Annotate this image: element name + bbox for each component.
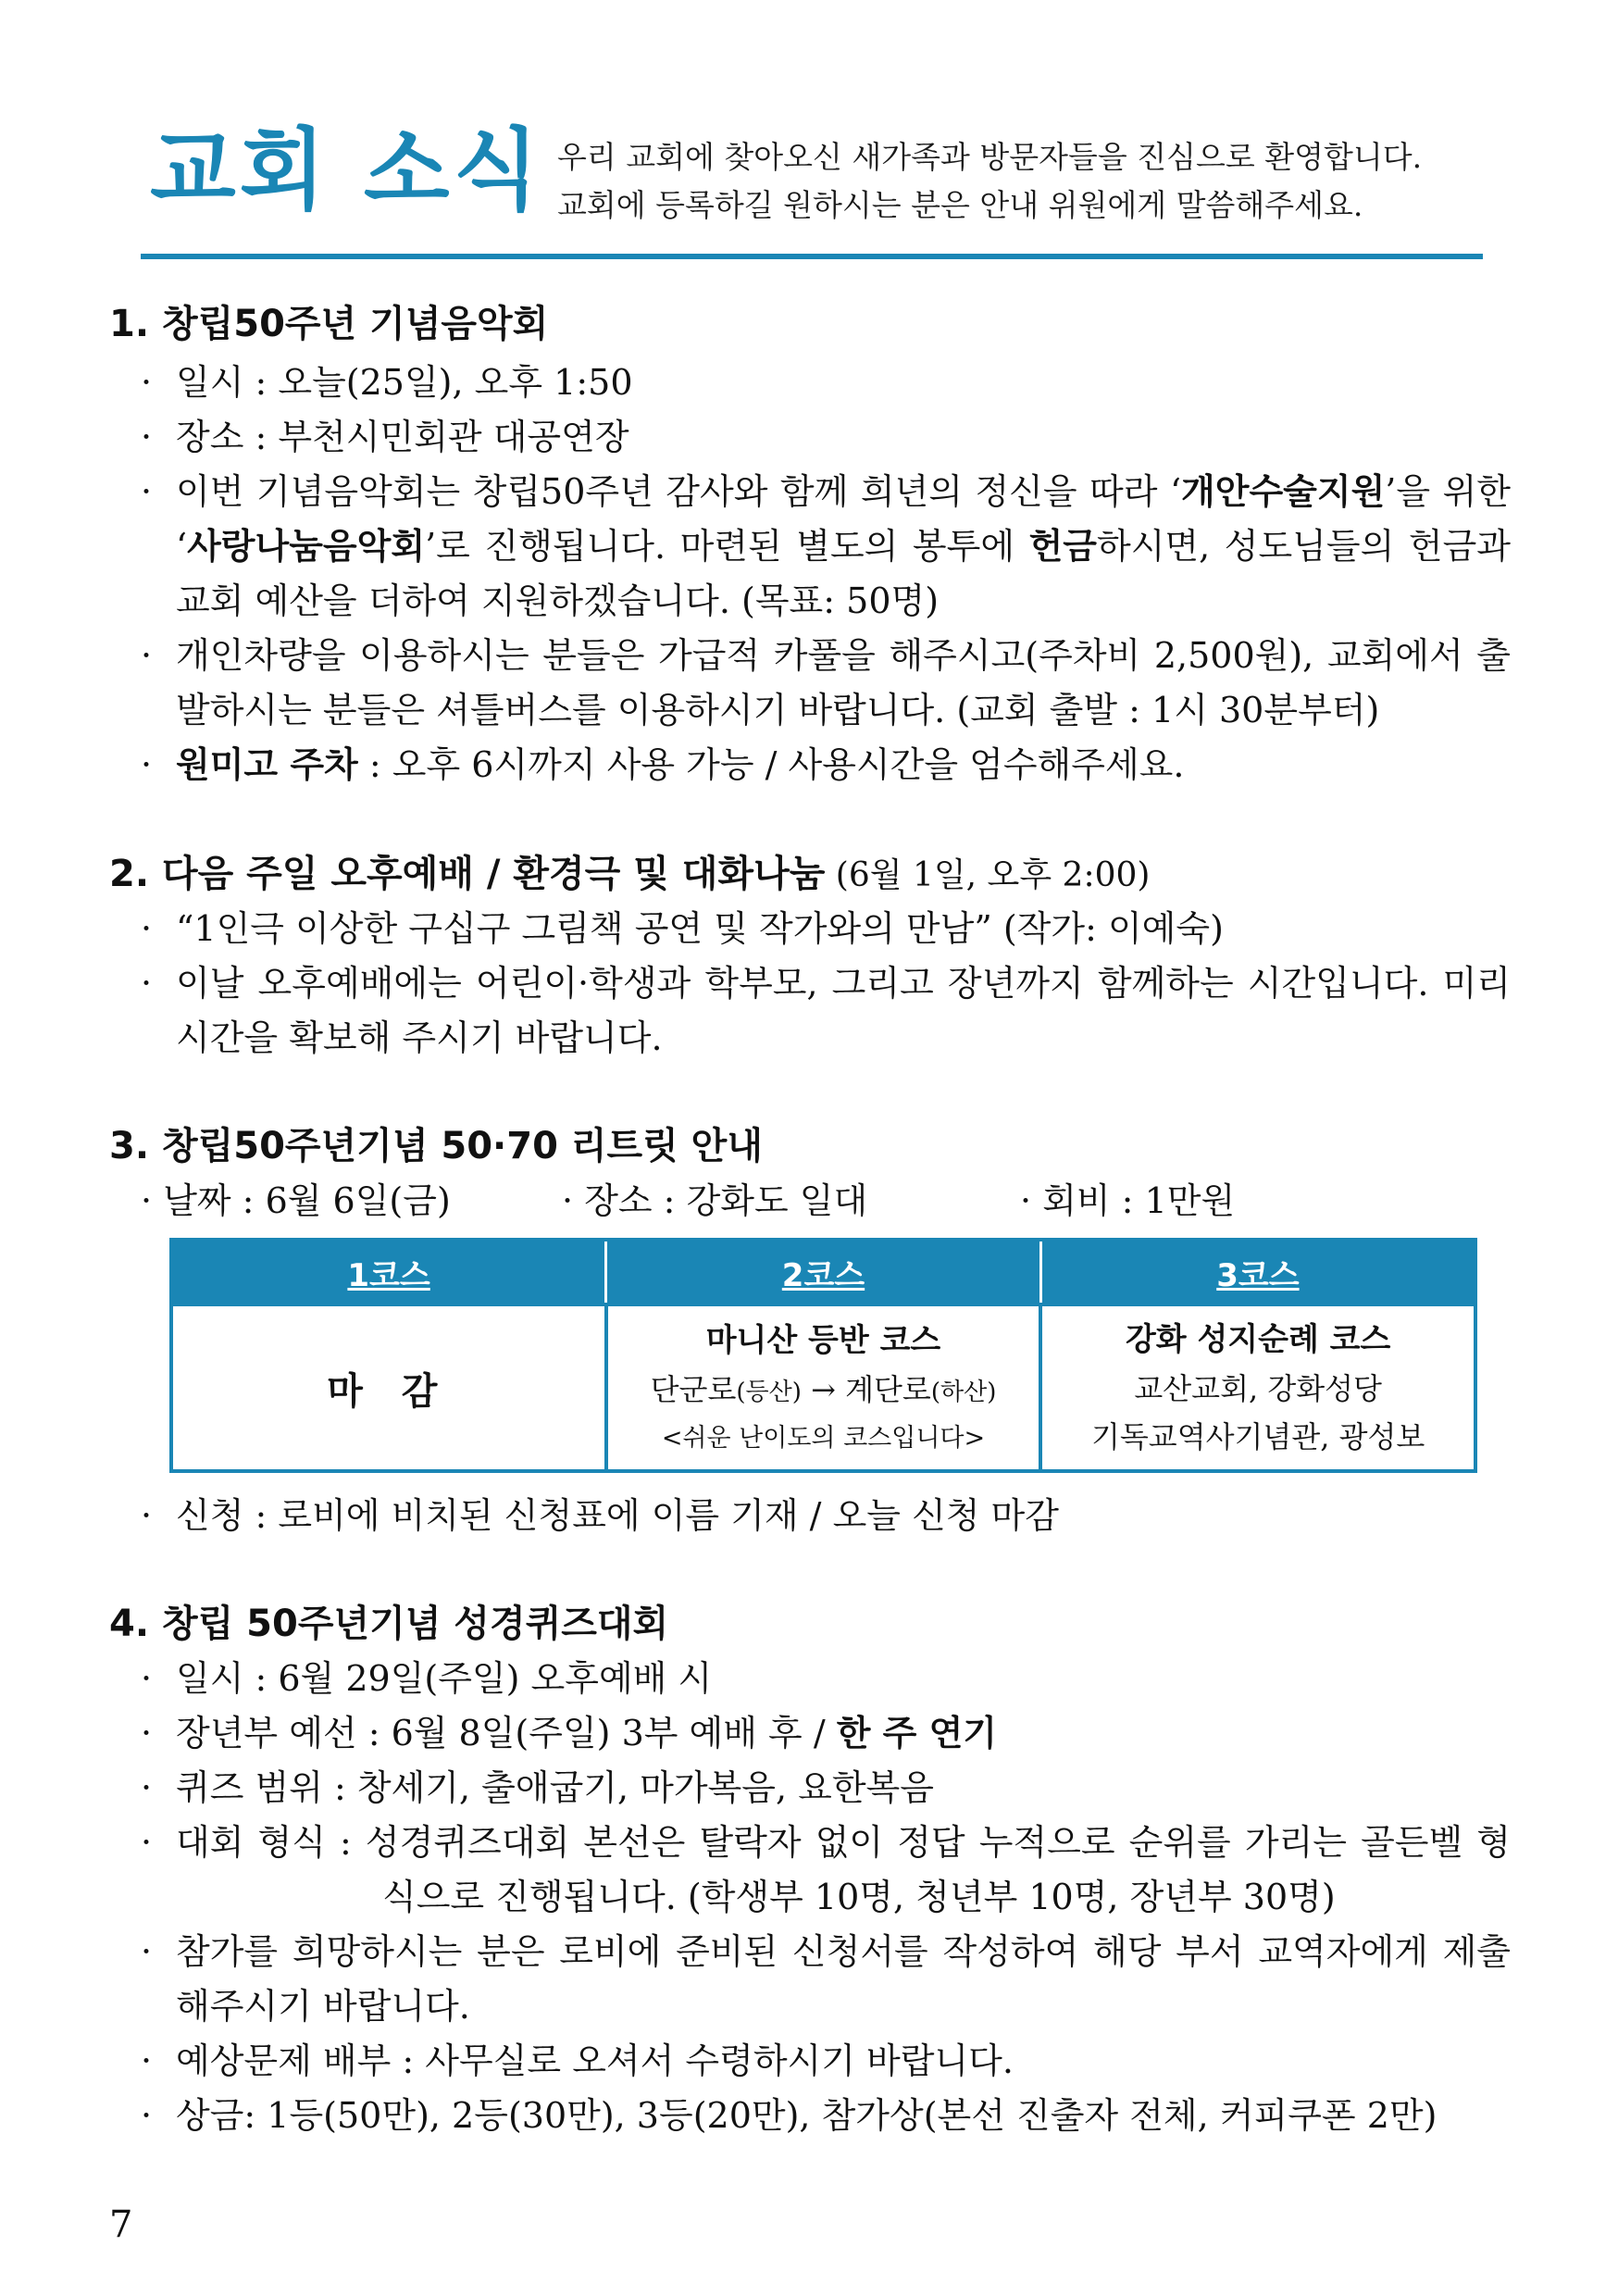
- section-4-prize: [141, 2089, 1511, 2143]
- concert-text-d: ’로 진행됩니다. 마련된 별도의 봉투에: [425, 526, 1029, 567]
- welcome-message: [557, 133, 1422, 230]
- welcome-line-1: 우리 교회에 찾아오신 새가족과 방문자들을 진심으로 환영합니다.: [557, 139, 1423, 175]
- course-header-1: 1코스: [171, 1240, 606, 1304]
- section-4-prelim: [141, 1706, 1511, 1761]
- bullet-dot: ·: [141, 635, 153, 676]
- header-divider: [141, 254, 1483, 259]
- course-table-row: [171, 1304, 1475, 1471]
- bullet-text: 일시 : 6월 29일(주일) 오후예배 시: [176, 1658, 713, 1699]
- concert-text-a: 이번 기념음악회는 창립50주년 감사와 함께 희년의 정신을 따라 ‘: [176, 471, 1182, 512]
- section-2-info: [141, 956, 1511, 1066]
- bullet-text: 장소 : 강화도 일대: [584, 1180, 868, 1221]
- bullet-text: 이날 오후예배에는 어린이·학생과 학부모, 그리고 장년까지 함께하는 시간입니다. 미리 시간을 확보해 주시기 바랍니다.: [176, 963, 1511, 1058]
- bullet-dot: ·: [141, 744, 153, 785]
- bullet-dot: ·: [141, 908, 153, 949]
- bullet-text: [176, 1706, 1511, 1761]
- page-title: 교회 소식: [150, 119, 543, 222]
- concert-text-c: ’을 위한 ‘: [176, 471, 1511, 567]
- route-end-note: (하산): [930, 1378, 997, 1406]
- section-3-date: [141, 1174, 451, 1229]
- bullet-text: [176, 738, 1511, 792]
- section-1-parking: [141, 738, 1511, 792]
- section-4-scope: [141, 1761, 1511, 1816]
- bullet-text: 날짜 : 6월 6일(금): [163, 1180, 451, 1221]
- bullet-text: 신청 : 로비에 비치된 신청표에 이름 기재 / 오늘 신청 마감: [176, 1495, 1059, 1536]
- route-start-note: (등산): [736, 1378, 802, 1406]
- concert-bold-charity: 사랑나눔음악회: [187, 526, 426, 567]
- section-4-date: [141, 1652, 1511, 1706]
- bullet-dot: ·: [141, 1180, 153, 1221]
- section-4-sample: [141, 2034, 1511, 2089]
- section-1-carpool: [141, 629, 1511, 738]
- bullet-text: 퀴즈 범위 : 창세기, 출애굽기, 마가복음, 요한복음: [176, 1767, 934, 1808]
- bullet-dot: ·: [141, 1713, 153, 1753]
- course-1-closed: 마 감: [327, 1369, 451, 1413]
- bullet-dot: ·: [141, 1658, 153, 1699]
- course-1-cell: [171, 1304, 606, 1471]
- section-3-place: [562, 1174, 867, 1229]
- course-2-title: 마니산 등반 코스: [705, 1321, 941, 1359]
- section-2-play: [141, 902, 1511, 956]
- course-3-line-2: 기독교역사기념관, 광성보: [1090, 1419, 1425, 1454]
- bullet-dot: ·: [141, 2040, 153, 2081]
- welcome-line-2: 교회에 등록하길 원하시는 분은 안내 위원에게 말씀해주세요.: [557, 187, 1363, 223]
- bullet-text: 예상문제 배부 : 사무실로 오셔서 수령하시기 바랍니다.: [176, 2040, 1014, 2081]
- course-2-route: [612, 1366, 1036, 1416]
- section-1-place: [141, 410, 1511, 465]
- course-3-cell: [1040, 1304, 1475, 1471]
- bullet-dot: ·: [141, 1822, 153, 1863]
- concert-text-e: 하시면, 성도님들의 헌금과 교회 예산을 더하여 지원하겠습니다. (목표: 50명): [176, 526, 1511, 621]
- section-2-title-sub: (6월 1일, 오후 2:00): [825, 856, 1151, 894]
- bullet-dot: ·: [141, 1931, 153, 1972]
- section-3-info-row: [141, 1174, 1511, 1229]
- section-1-concert-info: [141, 465, 1511, 629]
- bullet-text: 대회 형식 : 성경퀴즈대회 본선은 탈락자 없이 정답 누적으로 순위를 가리는 골든벨 형식으로 진행됩니다. (학생부 10명, 청년부 10명, 장년부 30명): [176, 1822, 1511, 1917]
- bullet-text: 일시 : 오늘(25일), 오후 1:50: [176, 362, 633, 403]
- route-start: 단군로: [650, 1371, 737, 1407]
- bullet-dot: ·: [141, 1767, 153, 1808]
- bullet-text: “1인극 이상한 구십구 그림책 공연 및 작가와의 만남” (작가: 이예숙): [176, 908, 1224, 949]
- section-4-format: [141, 1816, 1511, 1925]
- bullet-dot: ·: [141, 471, 153, 512]
- route-end: 계단로: [845, 1371, 931, 1407]
- bullet-dot: ·: [562, 1180, 574, 1221]
- course-header-3: 3코스: [1040, 1240, 1475, 1304]
- section-1-date: [141, 356, 1511, 410]
- prelim-bold: 한 주 연기: [836, 1713, 998, 1753]
- course-3-line-1: 교산교회, 강화성당: [1134, 1371, 1382, 1406]
- bullet-text: 회비 : 1만원: [1042, 1180, 1236, 1221]
- bullet-text: 장소 : 부천시민회관 대공연장: [176, 417, 629, 457]
- section-4-title: 4. 창립 50주년기념 성경퀴즈대회: [109, 1603, 669, 1645]
- bullet-dot: ·: [1020, 1180, 1032, 1221]
- course-table-header-row: [171, 1240, 1475, 1304]
- section-2-title-main: 2. 다음 주일 오후예배 / 환경극 및 대화나눔: [109, 853, 826, 895]
- bullet-dot: ·: [141, 2095, 153, 2136]
- section-4-apply: [141, 1925, 1511, 2034]
- bullet-text: [176, 465, 1511, 629]
- bullet-dot: ·: [141, 963, 153, 1004]
- prelim-text: 장년부 예선 : 6월 8일(주일) 3부 예배 후 /: [176, 1713, 837, 1753]
- bullet-text: 상금: 1등(50만), 2등(30만), 3등(20만), 참가상(본선 진출자 전체, 커피쿠폰 2만): [176, 2095, 1438, 2136]
- concert-bold-surgery: 개안수술지원: [1181, 471, 1386, 512]
- section-3-title: 3. 창립50주년기념 50·70 리트릿 안내: [109, 1125, 763, 1167]
- bullet-dot: ·: [141, 1495, 153, 1536]
- parking-rest: : 오후 6시까지 사용 가능 / 사용시간을 엄수해주세요.: [357, 744, 1185, 785]
- section-3-fee: [1020, 1174, 1235, 1229]
- course-table: [169, 1238, 1477, 1473]
- section-2-title: [109, 844, 1150, 897]
- bullet-text: 개인차량을 이용하시는 분들은 가급적 카풀을 해주시고(주차비 2,500원), 교회에서 출발하시는 분들은 셔틀버스를 이용하시기 바랍니다. (교회 출발 : 1시 30분부터): [176, 635, 1511, 730]
- course-3-title: 강화 성지순례 코스: [1125, 1321, 1391, 1358]
- section-1-title: 1. 창립50주년 기념음악회: [109, 303, 549, 345]
- page-number: 7: [109, 2203, 133, 2246]
- arrow-right-icon: →: [811, 1371, 836, 1407]
- course-header-2: 2코스: [606, 1240, 1041, 1304]
- concert-bold-offering: 헌금: [1028, 526, 1098, 567]
- parking-bold: 원미고 주차: [176, 744, 358, 785]
- section-3-apply: [141, 1489, 1511, 1543]
- course-2-cell: [606, 1304, 1041, 1471]
- bullet-text: 참가를 희망하시는 분은 로비에 준비된 신청서를 작성하여 해당 부서 교역자에게 제출해주시기 바랍니다.: [176, 1931, 1511, 2027]
- page-header: [141, 120, 1483, 259]
- bullet-dot: ·: [141, 417, 153, 457]
- course-2-note: <쉬운 난이도의 코스입니다>: [661, 1423, 986, 1453]
- bullet-dot: ·: [141, 362, 153, 403]
